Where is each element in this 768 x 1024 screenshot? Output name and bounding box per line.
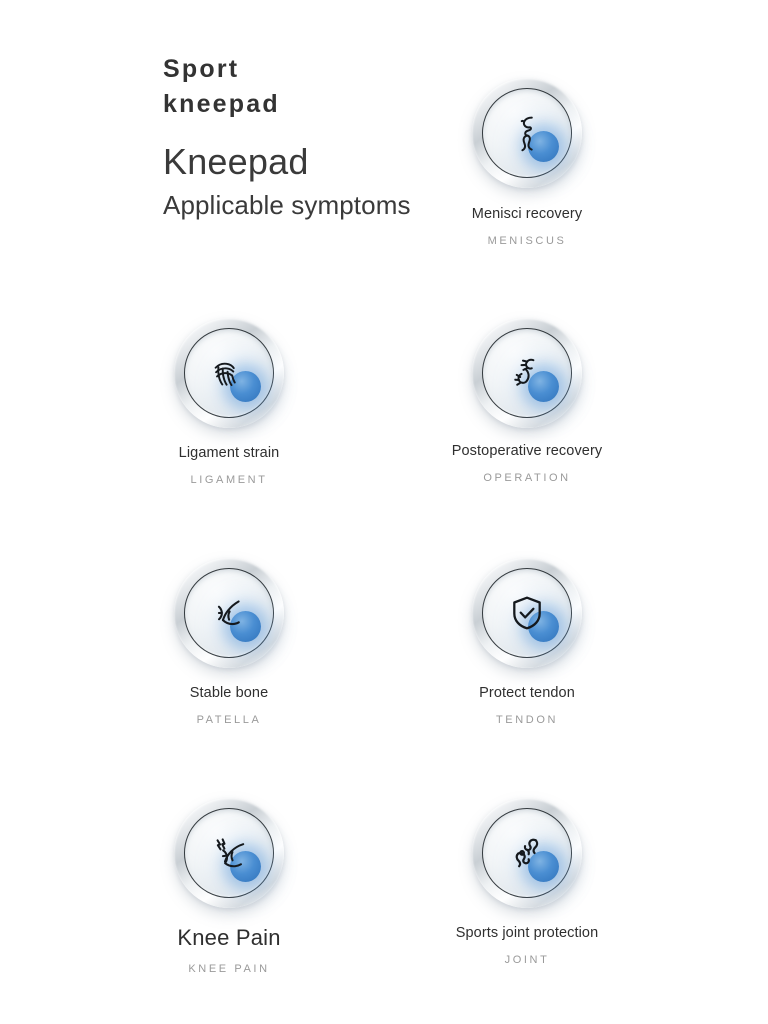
joint-bones-icon [472, 798, 582, 908]
feature-label-primary: Menisci recovery [471, 206, 583, 222]
feature-badge[interactable] [472, 78, 582, 188]
page-subtitle: Applicable symptoms [163, 189, 411, 220]
feature-badge[interactable] [472, 798, 582, 908]
feature-label-secondary: LIGAMENT [190, 474, 268, 487]
feature-item-operation[interactable] [412, 318, 642, 484]
knee-pain-lightning-icon [174, 798, 284, 908]
feature-label-primary: Protect tendon [479, 685, 575, 701]
surgical-suture-knee-icon [472, 318, 582, 428]
feature-item-tendon[interactable] [412, 558, 642, 726]
feature-item-joint[interactable] [412, 798, 642, 966]
feature-label-primary: Sports joint protection [455, 925, 599, 941]
shield-check-icon [472, 558, 582, 668]
feature-badge[interactable] [174, 558, 284, 668]
feature-label-primary: Postoperative recovery [451, 443, 603, 459]
feature-item-meniscus[interactable] [412, 78, 642, 247]
page-title: Kneepad [163, 141, 309, 182]
knee-joint-icon [472, 78, 582, 188]
brand-line-2: kneepad [163, 89, 280, 118]
patella-bone-icon [174, 558, 284, 668]
feature-label-primary: Stable bone [189, 685, 269, 701]
feature-label-primary: Knee Pain [177, 925, 281, 950]
brand-line-1: Sport [163, 55, 240, 83]
feature-label-secondary: TENDON [495, 714, 559, 727]
feature-badge[interactable] [472, 318, 582, 428]
feature-badge[interactable] [174, 798, 284, 908]
feature-label-secondary: PATELLA [196, 714, 262, 727]
feature-label-secondary: OPERATION [483, 472, 571, 485]
feature-item-knee-pain[interactable] [114, 798, 344, 975]
feature-label-secondary: KNEE PAIN [188, 962, 270, 975]
feature-badge[interactable] [174, 318, 284, 428]
feature-label-secondary: MENISCUS [487, 235, 567, 248]
feature-badge[interactable] [472, 558, 582, 668]
feature-item-ligament[interactable] [114, 318, 344, 486]
ligament-knee-icon [174, 318, 284, 428]
feature-item-patella[interactable] [114, 558, 344, 726]
feature-label-primary: Ligament strain [178, 445, 280, 461]
feature-label-secondary: JOINT [504, 954, 550, 967]
